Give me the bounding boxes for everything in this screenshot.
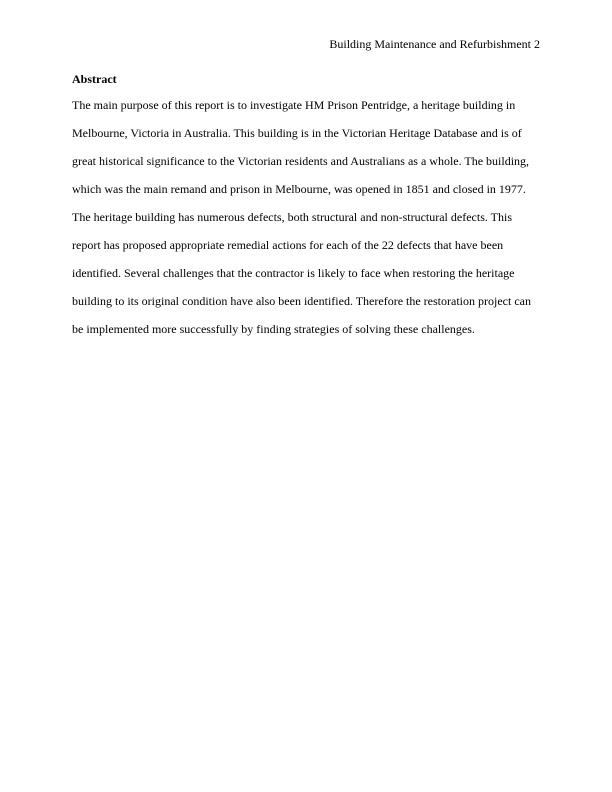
abstract-line: The main purpose of this report is to investigate HM Prison Pentridge, a heritage building in <box>72 98 516 112</box>
abstract-line: Melbourne, Victoria in Australia. This building is in the Victorian Heritage Database and is of <box>72 126 522 140</box>
abstract-line: great historical significance to the Victorian residents and Australians as a whole. The building, <box>72 154 530 168</box>
abstract-line: report has proposed appropriate remedial actions for each of the 22 defects that have been <box>72 238 504 252</box>
abstract-heading: Abstract <box>72 72 117 86</box>
abstract-line: identified. Several challenges that the contractor is likely to face when restoring the heritage <box>72 266 515 280</box>
abstract-line: which was the main remand and prison in Melbourne, was opened in 1851 and closed in 1977. <box>72 182 526 196</box>
abstract-line: The heritage building has numerous defects, both structural and non-structural defects. This <box>72 210 512 224</box>
running-head: Building Maintenance and Refurbishment 2 <box>329 37 540 51</box>
abstract-paragraph <box>72 96 540 348</box>
abstract-line: building to its original condition have also been identified. Therefore the restoration project can <box>72 294 531 308</box>
abstract-line: be implemented more successfully by finding strategies of solving these challenges. <box>72 322 475 336</box>
